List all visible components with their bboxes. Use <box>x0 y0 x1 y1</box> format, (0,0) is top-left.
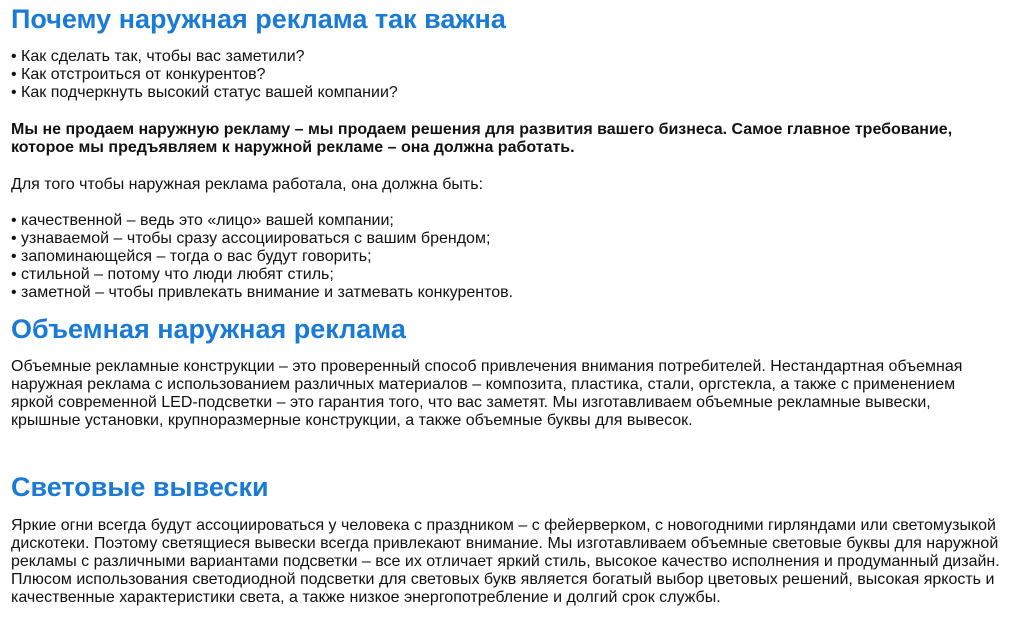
section-heading-volume: Объемная наружная реклама <box>11 314 406 344</box>
list-item: • стильной – потому что люди любят стиль; <box>11 266 334 283</box>
questions-list <box>11 48 1001 102</box>
list-item: • качественной – ведь это «лицо» вашей компании; <box>11 212 394 229</box>
requirements-list <box>11 212 1001 302</box>
bold-statement: Мы не продаем наружную рекламу – мы продаем решения для развития вашего бизнеса. Самое главное требование, которое мы предъявляем к наружной рекламе – она должна работать. <box>11 121 953 156</box>
section-heading-light: Световые вывески <box>11 472 269 502</box>
list-item: • заметной – чтобы привлекать внимание и затмевать конкурентов. <box>11 284 514 301</box>
list-item: • Как отстроиться от конкурентов? <box>11 66 266 83</box>
list-item: • Как сделать так, чтобы вас заметили? <box>11 48 305 65</box>
requirements-intro: Для того чтобы наружная реклама работала, она должна быть: <box>11 176 484 193</box>
section-heading-why: Почему наружная реклама так важна <box>11 4 506 34</box>
light-paragraph: Яркие огни всегда будут ассоциироваться у человека с праздником – с фейерверком, с новогодними гирляндами или светомузыкой дискотеки. Поэтому светящиеся вывески всегда привлекают внимание. Мы изготавливаем объемные световые буквы для наружной рекламы с различными вариантами подсветки – все их отличает яркий стиль, высокое качество исполнения и продуманный дизайн. Плюсом использования светодиодной подсветки для световых букв является богатый выбор цветовых решений, высокая яркость и качественные характеристики света, а также низкое энергопотребление и долгий срок службы. <box>11 517 1000 606</box>
volume-paragraph: Объемные рекламные конструкции – это проверенный способ привлечения внимания потребителей. Нестандартная объемная наружная реклама с использованием различных материалов – композита, пластика, стали, оргстекла, а также с применением яркой современной LED-подсветки – это гарантия того, что вас заметят. Мы изготавливаем объемные рекламные вывески, крышные установки, крупноразмерные конструкции, а также объемные буквы для вывесок. <box>11 358 963 429</box>
list-item: • узнаваемой – чтобы сразу ассоциироваться с вашим брендом; <box>11 230 491 247</box>
list-item: • Как подчеркнуть высокий статус вашей компании? <box>11 84 398 101</box>
list-item: • запоминающейся – тогда о вас будут говорить; <box>11 248 372 265</box>
